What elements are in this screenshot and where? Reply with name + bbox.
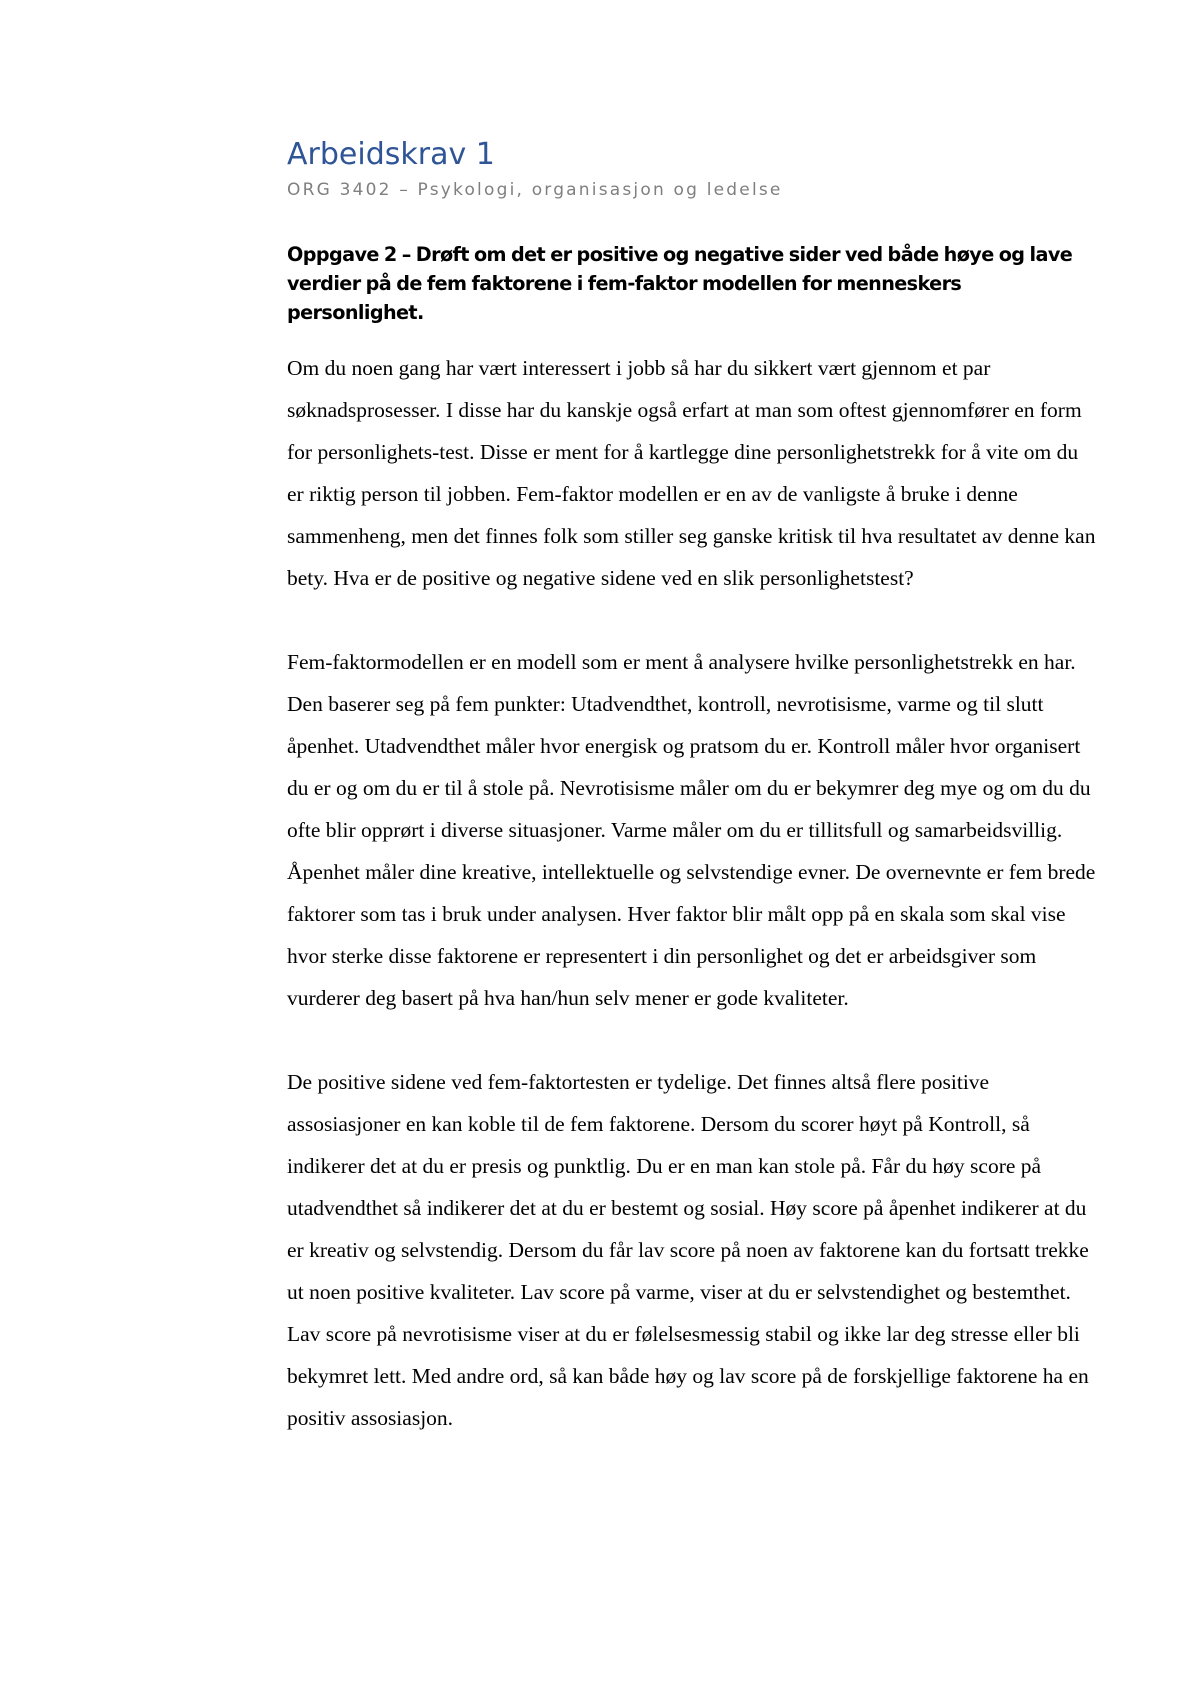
task-text: – Drøft om det er positive og negative sider ved både høye og lave verdier på de fem faktorene i fem-faktor modellen for menneskers personlighet. [287,243,1073,324]
document-subtitle: ORG 3402 – Psykologi, organisasjon og ledelse [287,180,783,200]
body-paragraph-positive: De positive sidene ved fem-faktortesten er tydelige. Det finnes altså flere positive assosiasjoner en kan koble til de fem faktorene. Dersom du scorer høyt på Kontroll, så indikerer det at du er presis og punktlig. Du er en man kan stole på. Får du høy score på utadvendthet så indikerer det at du er bestemt og sosial. Høy score på åpenhet indikerer at du er kreativ og selvstendig. Dersom du får lav score på noen av faktorene kan du fortsatt trekke ut noen positive kvaliteter. Lav score på varme, viser at du er selvstendighet og bestemthet. Lav score på nevrotisisme viser at du er følelsesmessig stabil og ikke lar deg stresse eller bli bekymret lett. Med andre ord, så kan både høy og lav score på de forskjellige faktorene ha en positiv assosiasjon. [287,1070,1089,1430]
body-paragraph-intro: Om du noen gang har vært interessert i jobb så har du sikkert vært gjennom et par søknadsprosesser. I disse har du kanskje også erfart at man som oftest gjennomfører en form for personlighets-test. Disse er ment for å kartlegge dine personlighetstrekk for å vite om du er riktig person til jobben. Fem-faktor modellen er en av de vanligste å bruke i denne sammenheng, men det finnes folk som stiller seg ganske kritisk til hva resultatet av denne kan bety. Hva er de positive og negative sidene ved en slik personlighetstest? [287,356,1096,590]
document-content [287,136,1099,1439]
task-heading [287,240,1099,327]
body-paragraph-model: Fem-faktormodellen er en modell som er ment å analysere hvilke personlighetstrekk en har. Den baserer seg på fem punkter: Utadvendthet, kontroll, nevrotisisme, varme og til slutt åpenhet. Utadvendthet måler hvor energisk og pratsom du er. Kontroll måler hvor organisert du er og om du er til å stole på. Nevrotisisme måler om du er bekymrer deg mye og om du du ofte blir opprørt i diverse situasjoner. Varme måler om du er tillitsfull og samarbeidsvillig. Åpenhet måler dine kreative, intellektuelle og selvstendige evner. De overnevnte er fem brede faktorer som tas i bruk under analysen. Hver faktor blir målt opp på en skala som skal vise hvor sterke disse faktorene er representert i din personlighet og det er arbeidsgiver som vurderer deg basert på hva han/hun selv mener er gode kvaliteter. [287,650,1096,1010]
task-label: Oppgave 2 [287,243,397,266]
document-title: Arbeidskrav 1 [287,137,495,172]
